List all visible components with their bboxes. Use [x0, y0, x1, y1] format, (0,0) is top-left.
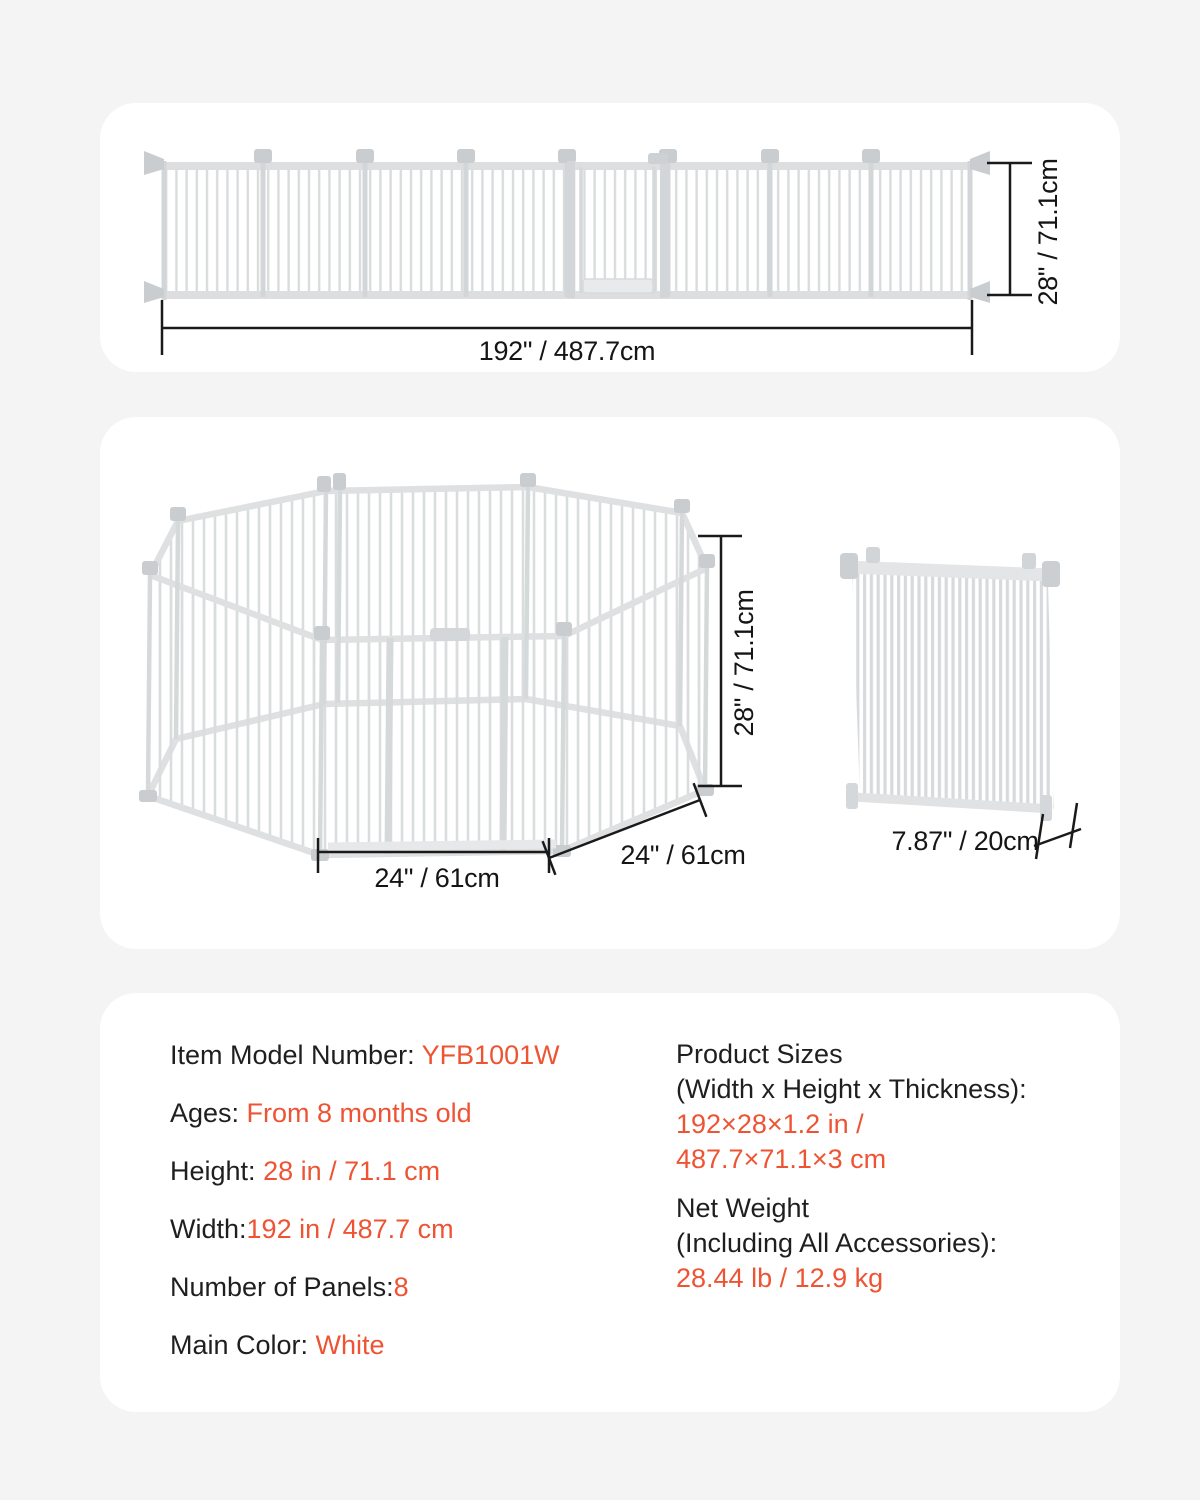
- pen-side-width-label: 24" / 61cm: [620, 840, 746, 870]
- wall-bracket: [144, 281, 164, 303]
- door-latch: [648, 153, 668, 164]
- folded-stack: [840, 547, 1060, 821]
- stack-top-rail: [846, 567, 1052, 575]
- stack-thickness-label: 7.87" / 20cm: [891, 826, 1039, 856]
- hinge-caps: [254, 149, 880, 163]
- stack-bars: [852, 573, 1054, 809]
- flat-height-label: 28" / 71.1cm: [1033, 158, 1063, 306]
- spec-width: Width:192 in / 487.7 cm: [170, 1214, 454, 1244]
- spec-list-left: [170, 1041, 640, 1389]
- spec-model-number: Item Model Number: YFB1001W: [170, 1040, 560, 1070]
- wall-bracket: [144, 151, 164, 175]
- spec-height: Height: 28 in / 71.1 cm: [170, 1156, 441, 1186]
- wall-bracket: [970, 281, 990, 303]
- spec-main-color: Main Color: White: [170, 1330, 385, 1360]
- octagon-playpen-diagram-card: [100, 417, 1120, 949]
- spec-net-weight: Net Weight (Including All Accessories): 28.44 lb / 12.9 kg: [676, 1193, 998, 1293]
- door-threshold: [583, 279, 653, 293]
- stack-foot: [846, 783, 858, 809]
- door-latch: [430, 628, 470, 641]
- flat-gate-illustration: [100, 103, 1120, 372]
- door-threshold: [328, 844, 556, 847]
- specifications-card: [100, 993, 1120, 1412]
- spec-panel-count: Number of Panels:8: [170, 1272, 409, 1302]
- flat-width-label: 192" / 487.7cm: [478, 336, 656, 366]
- height-dimension-lines: [987, 163, 1032, 295]
- playpen-panels: [148, 487, 707, 855]
- pen-front-width-label: 24" / 61cm: [374, 863, 500, 893]
- pen-height-label: 28" / 71.1cm: [729, 589, 759, 737]
- spec-ages: Ages: From 8 months old: [170, 1098, 472, 1128]
- flat-gate-diagram-card: [100, 103, 1120, 372]
- spec-product-sizes: Product Sizes (Width x Height x Thickness): 192×28×1.2 in / 487.7×71.1×3 cm: [676, 1039, 1027, 1174]
- spec-list-right: [676, 1037, 1106, 1310]
- octagon-playpen-illustration: [100, 417, 1120, 949]
